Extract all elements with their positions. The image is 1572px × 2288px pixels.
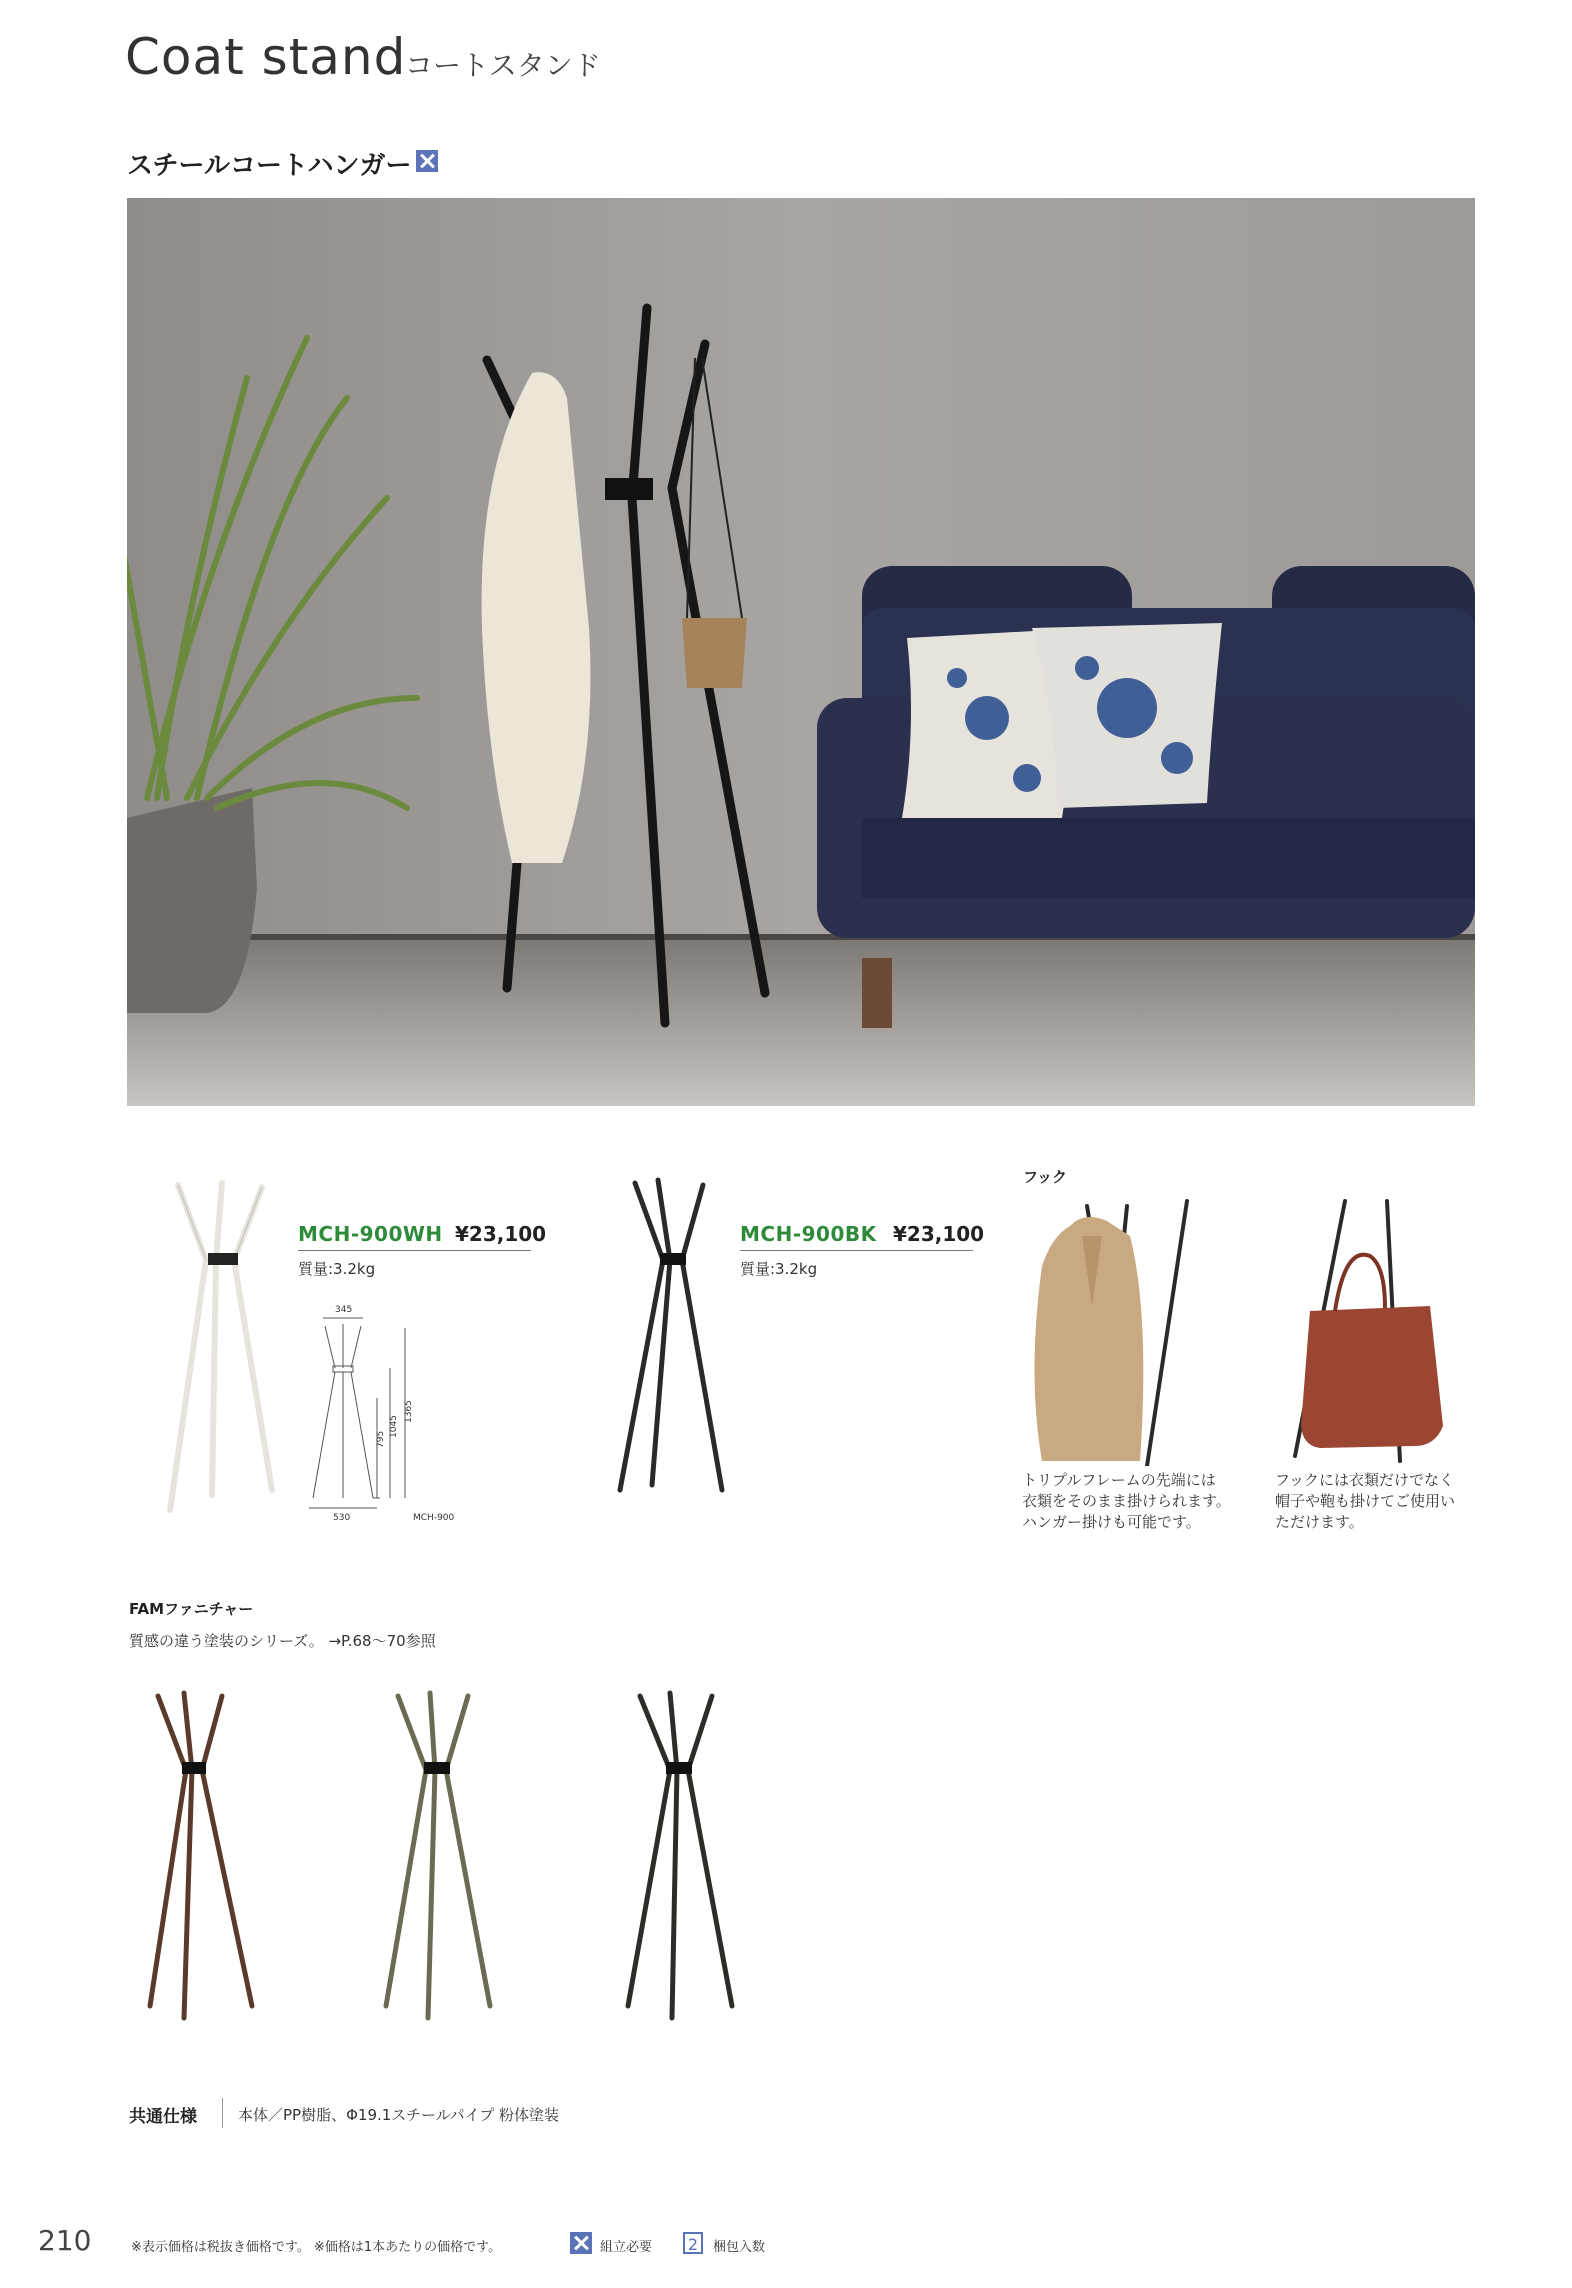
assembly-legend-icon: [570, 2232, 592, 2254]
hook-photo-jacket: [1022, 1196, 1242, 1466]
dim-h2: 1045: [389, 1415, 399, 1438]
coat-stand-black: [620, 1180, 722, 1490]
fam-variant-brown: [140, 1688, 270, 2028]
product-rule: [298, 1250, 531, 1251]
fam-variant-olive: [380, 1688, 510, 2028]
product-image-black: [600, 1175, 740, 1505]
assembly-required-icon: [416, 150, 438, 172]
dim-model: MCH-900: [413, 1513, 455, 1523]
fam-variant-dark: [620, 1688, 750, 2028]
hero-photo: [127, 198, 1475, 1106]
box-count-legend-label: 梱包入数: [713, 2240, 766, 2255]
footer-note: ※表示価格は税抜き価格です。 ※価格は1本あたりの価格です。: [131, 2240, 502, 2255]
product-code-white: MCH-900WH: [298, 1222, 443, 1246]
spec-label: 共通仕様: [129, 2107, 197, 2127]
page-title-jp: コートスタンド: [405, 49, 601, 82]
spec-value: 本体／PP樹脂、Φ19.1スチールパイプ 粉体塗装: [238, 2106, 559, 2124]
dim-h1: 795: [376, 1430, 386, 1448]
fam-description: 質感の違う塗装のシリーズ。 →P.68〜70参照: [129, 1632, 436, 1650]
spec-divider: [222, 2098, 223, 2128]
box-count-icon: 2: [683, 2232, 703, 2254]
product-image-white: [150, 1175, 290, 1520]
product-weight-black: 質量:3.2kg: [740, 1260, 818, 1278]
coat-stand-white: [170, 1183, 272, 1510]
assembly-legend-label: 組立必要: [600, 2240, 653, 2255]
dimension-drawing: [295, 1298, 475, 1528]
fam-heading: FAMファニチャー: [129, 1600, 254, 1618]
dim-top-width: 345: [335, 1305, 353, 1315]
hook-photo-bag: [1275, 1196, 1475, 1466]
product-price-white: ¥23,100: [455, 1222, 547, 1246]
product-weight-white: 質量:3.2kg: [298, 1260, 376, 1278]
hook-heading: フック: [1023, 1168, 1067, 1186]
dim-h3: 1365: [404, 1400, 414, 1423]
product-code-black: MCH-900BK: [740, 1222, 877, 1246]
page-number: 210: [38, 2224, 92, 2257]
product-price-black: ¥23,100: [893, 1222, 985, 1246]
product-subtitle: スチールコートハンガー: [127, 151, 412, 181]
page-title-en: Coat stand: [125, 28, 407, 86]
hook-caption-left: トリプルフレームの先端には 衣類をそのまま掛けられます。 ハンガー掛けも可能です。: [1022, 1471, 1231, 1531]
product-rule: [740, 1250, 973, 1251]
dim-base-width: 530: [333, 1513, 351, 1523]
hook-caption-right: フックには衣類だけでなく 帽子や鞄も掛けてご使用い ただけます。: [1275, 1471, 1456, 1531]
